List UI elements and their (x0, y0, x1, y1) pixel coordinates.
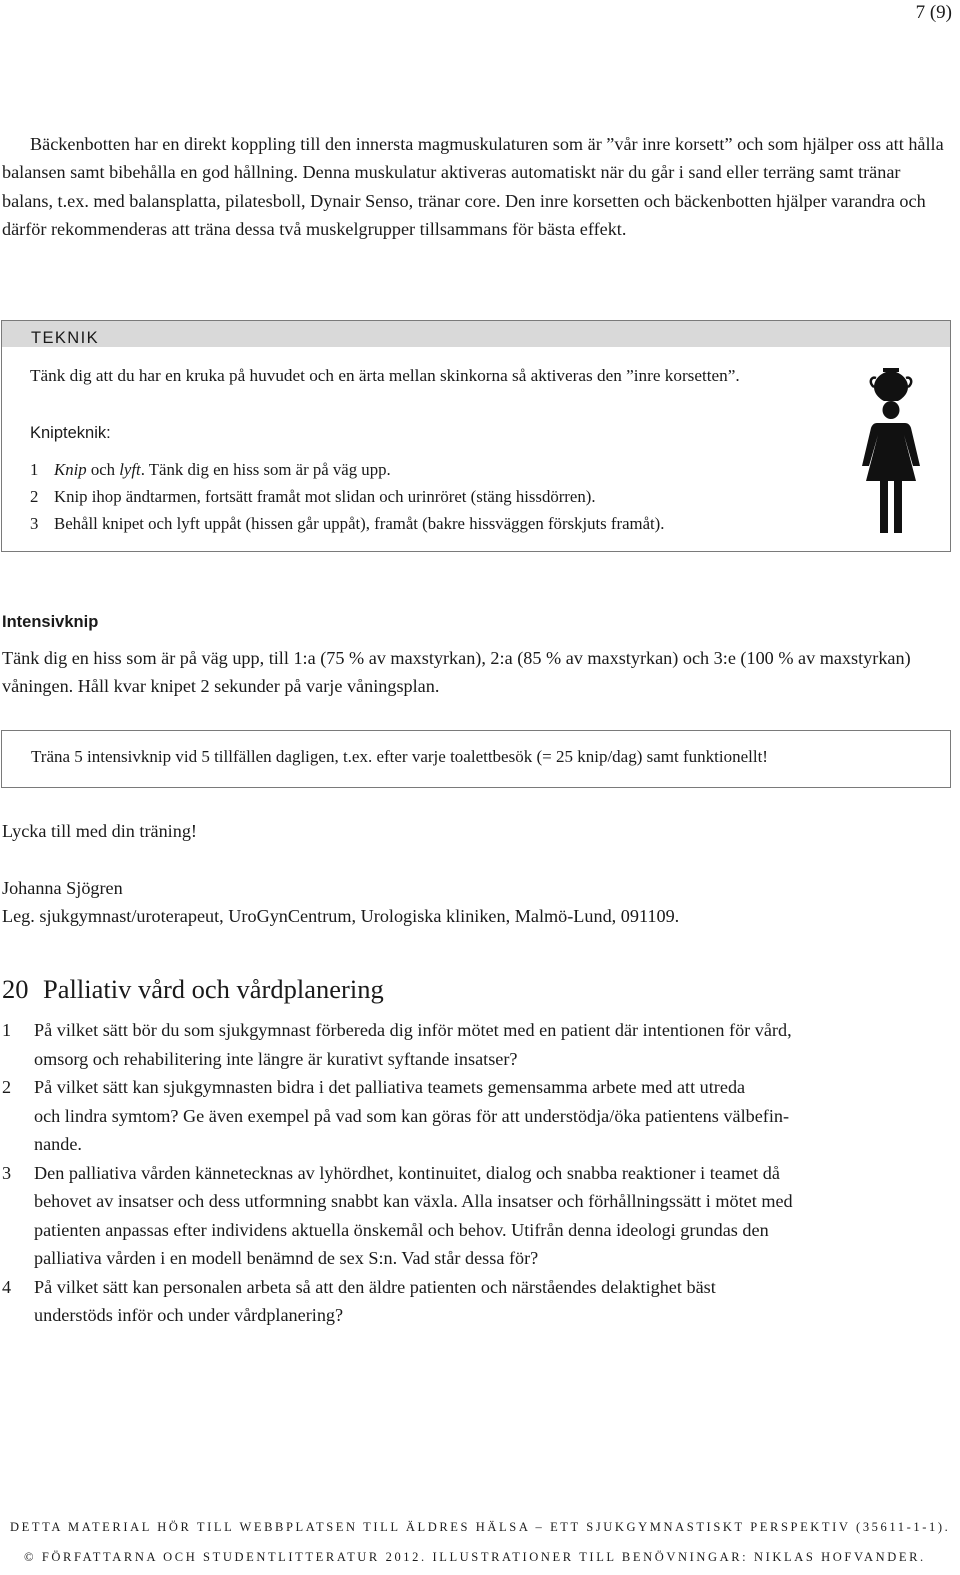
chapter-heading (2, 974, 384, 1005)
step-item (30, 510, 830, 537)
step-item (30, 483, 830, 510)
question-item (2, 1073, 922, 1159)
question-text: På vilket sätt kan personalen arbeta så att den äldre patienten och närståendes delaktighet bäst understöds inför och under vårdplanering? (34, 1276, 716, 1325)
knipteknik-heading: Knipteknik: (30, 424, 111, 442)
question-number: 3 (2, 1162, 12, 1183)
step-number: 1 (30, 460, 39, 479)
intensivknip-text: Tänk dig en hiss som är på väg upp, till 1:a (75 % av maxstyrkan), 2:a (85 % av maxstyrkan) och 3:e (100 % av maxstyrkan) våningen. Håll kvar knipet 2 sekunder på varje våningsplan. (2, 648, 911, 697)
question-item (2, 1159, 922, 1273)
question-item (2, 1273, 922, 1330)
question-text: Den palliativa vården kännetecknas av lyhördhet, kontinuitet, dialog och snabba reaktioner i teamet då behovet av insatser och dess utformning snabbt kan växla. Alla insatser och förhållningssätt i mötet med patienten anpassas efter individens aktuella önskemål och behov. Utifrån denna ideologi grundas den palliativa vården i en modell benämnd de sex S:n. Vad står dessa för? (34, 1162, 793, 1268)
footer-line-2: © FÖRFATTARNA OCH STUDENTLITTERATUR 2012. ILLUSTRATIONER TILL BENÖVNINGAR: NIKLAS HOFVANDER. (24, 1550, 926, 1564)
question-number: 1 (2, 1020, 12, 1040)
chapter-title: Palliativ vård och vårdplanering (43, 974, 384, 1004)
step-text: Knip och lyft. Tänk dig en hiss som är på väg upp. (54, 460, 391, 479)
intensivknip-heading: Intensivknip (2, 613, 99, 631)
teknik-label: TEKNIK (31, 329, 99, 347)
question-text: På vilket sätt kan sjukgymnasten bidra i det palliativa teamets gemensamma arbete med att utreda och lindra symtom? Ge även exempel på vad som kan göras för att understödja/öka patientens välbefin- nande. (34, 1077, 790, 1154)
author-title: Leg. sjukgymnast/uroterapeut, UroGynCentrum, Urologiska kliniken, Malmö-Lund, 091109. (2, 906, 680, 926)
chapter-number: 20 (2, 974, 29, 1004)
step-text: Behåll knipet och lyft uppåt (hissen går uppåt), framåt (bakre hissväggen förskjuts framåt). (54, 514, 665, 533)
teknik-description: Tänk dig att du har en kruka på huvudet och en ärta mellan skinkorna så aktiveras den ”inre korsetten”. (30, 366, 740, 385)
question-list (2, 1016, 922, 1330)
closing-text: Lycka till med din träning! (2, 821, 197, 841)
author-name: Johanna Sjögren (2, 878, 123, 898)
teknik-label-bar (2, 321, 950, 347)
intro-paragraph: Bäckenbotten har en direkt koppling till den innersta magmuskulaturen som är ”vår inre korsett” och som hjälper oss att hålla balansen samt bibehålla en god hållning. Denna muskulatur aktiveras automatiskt när du går i sand eller terräng samt tränar balans, t.ex. med balansplatta, pilatesboll, Dynair Senso, tränar core. Den inre korsetten och bäckenbotten hjälper varandra och därför rekommenderas att träna dessa två muskelgrupper tillsammans för bästa effekt. (2, 134, 944, 239)
step-text: Knip ihop ändtarmen, fortsätt framåt mot slidan och urinröret (stäng hissdörren). (54, 487, 596, 506)
page-number: 7 (9) (915, 2, 952, 23)
question-number: 4 (2, 1276, 12, 1297)
question-number: 2 (2, 1077, 12, 1097)
training-box (1, 730, 951, 788)
step-item (30, 456, 830, 483)
woman-with-pot-on-head-icon (850, 368, 932, 536)
training-text: Träna 5 intensivknip vid 5 tillfällen dagligen, t.ex. efter varje toalettbesök (= 25 knip/dag) samt funktionellt! (31, 747, 768, 766)
knipteknik-steps (30, 456, 830, 537)
step-number: 2 (30, 487, 39, 506)
question-text: På vilket sätt bör du som sjukgymnast förbereda dig inför mötet med en patient där intentionen för vård, omsorg och rehabilitering inte längre är kurativt syftande insatser? (34, 1020, 792, 1069)
step-number: 3 (30, 514, 39, 533)
question-item (2, 1016, 922, 1073)
footer-line-1: DETTA MATERIAL HÖR TILL WEBBPLATSEN TILL ÄLDRES HÄLSA – ETT SJUKGYMNASTISKT PERSPEKTIV (35611-1-1). (10, 1520, 951, 1534)
